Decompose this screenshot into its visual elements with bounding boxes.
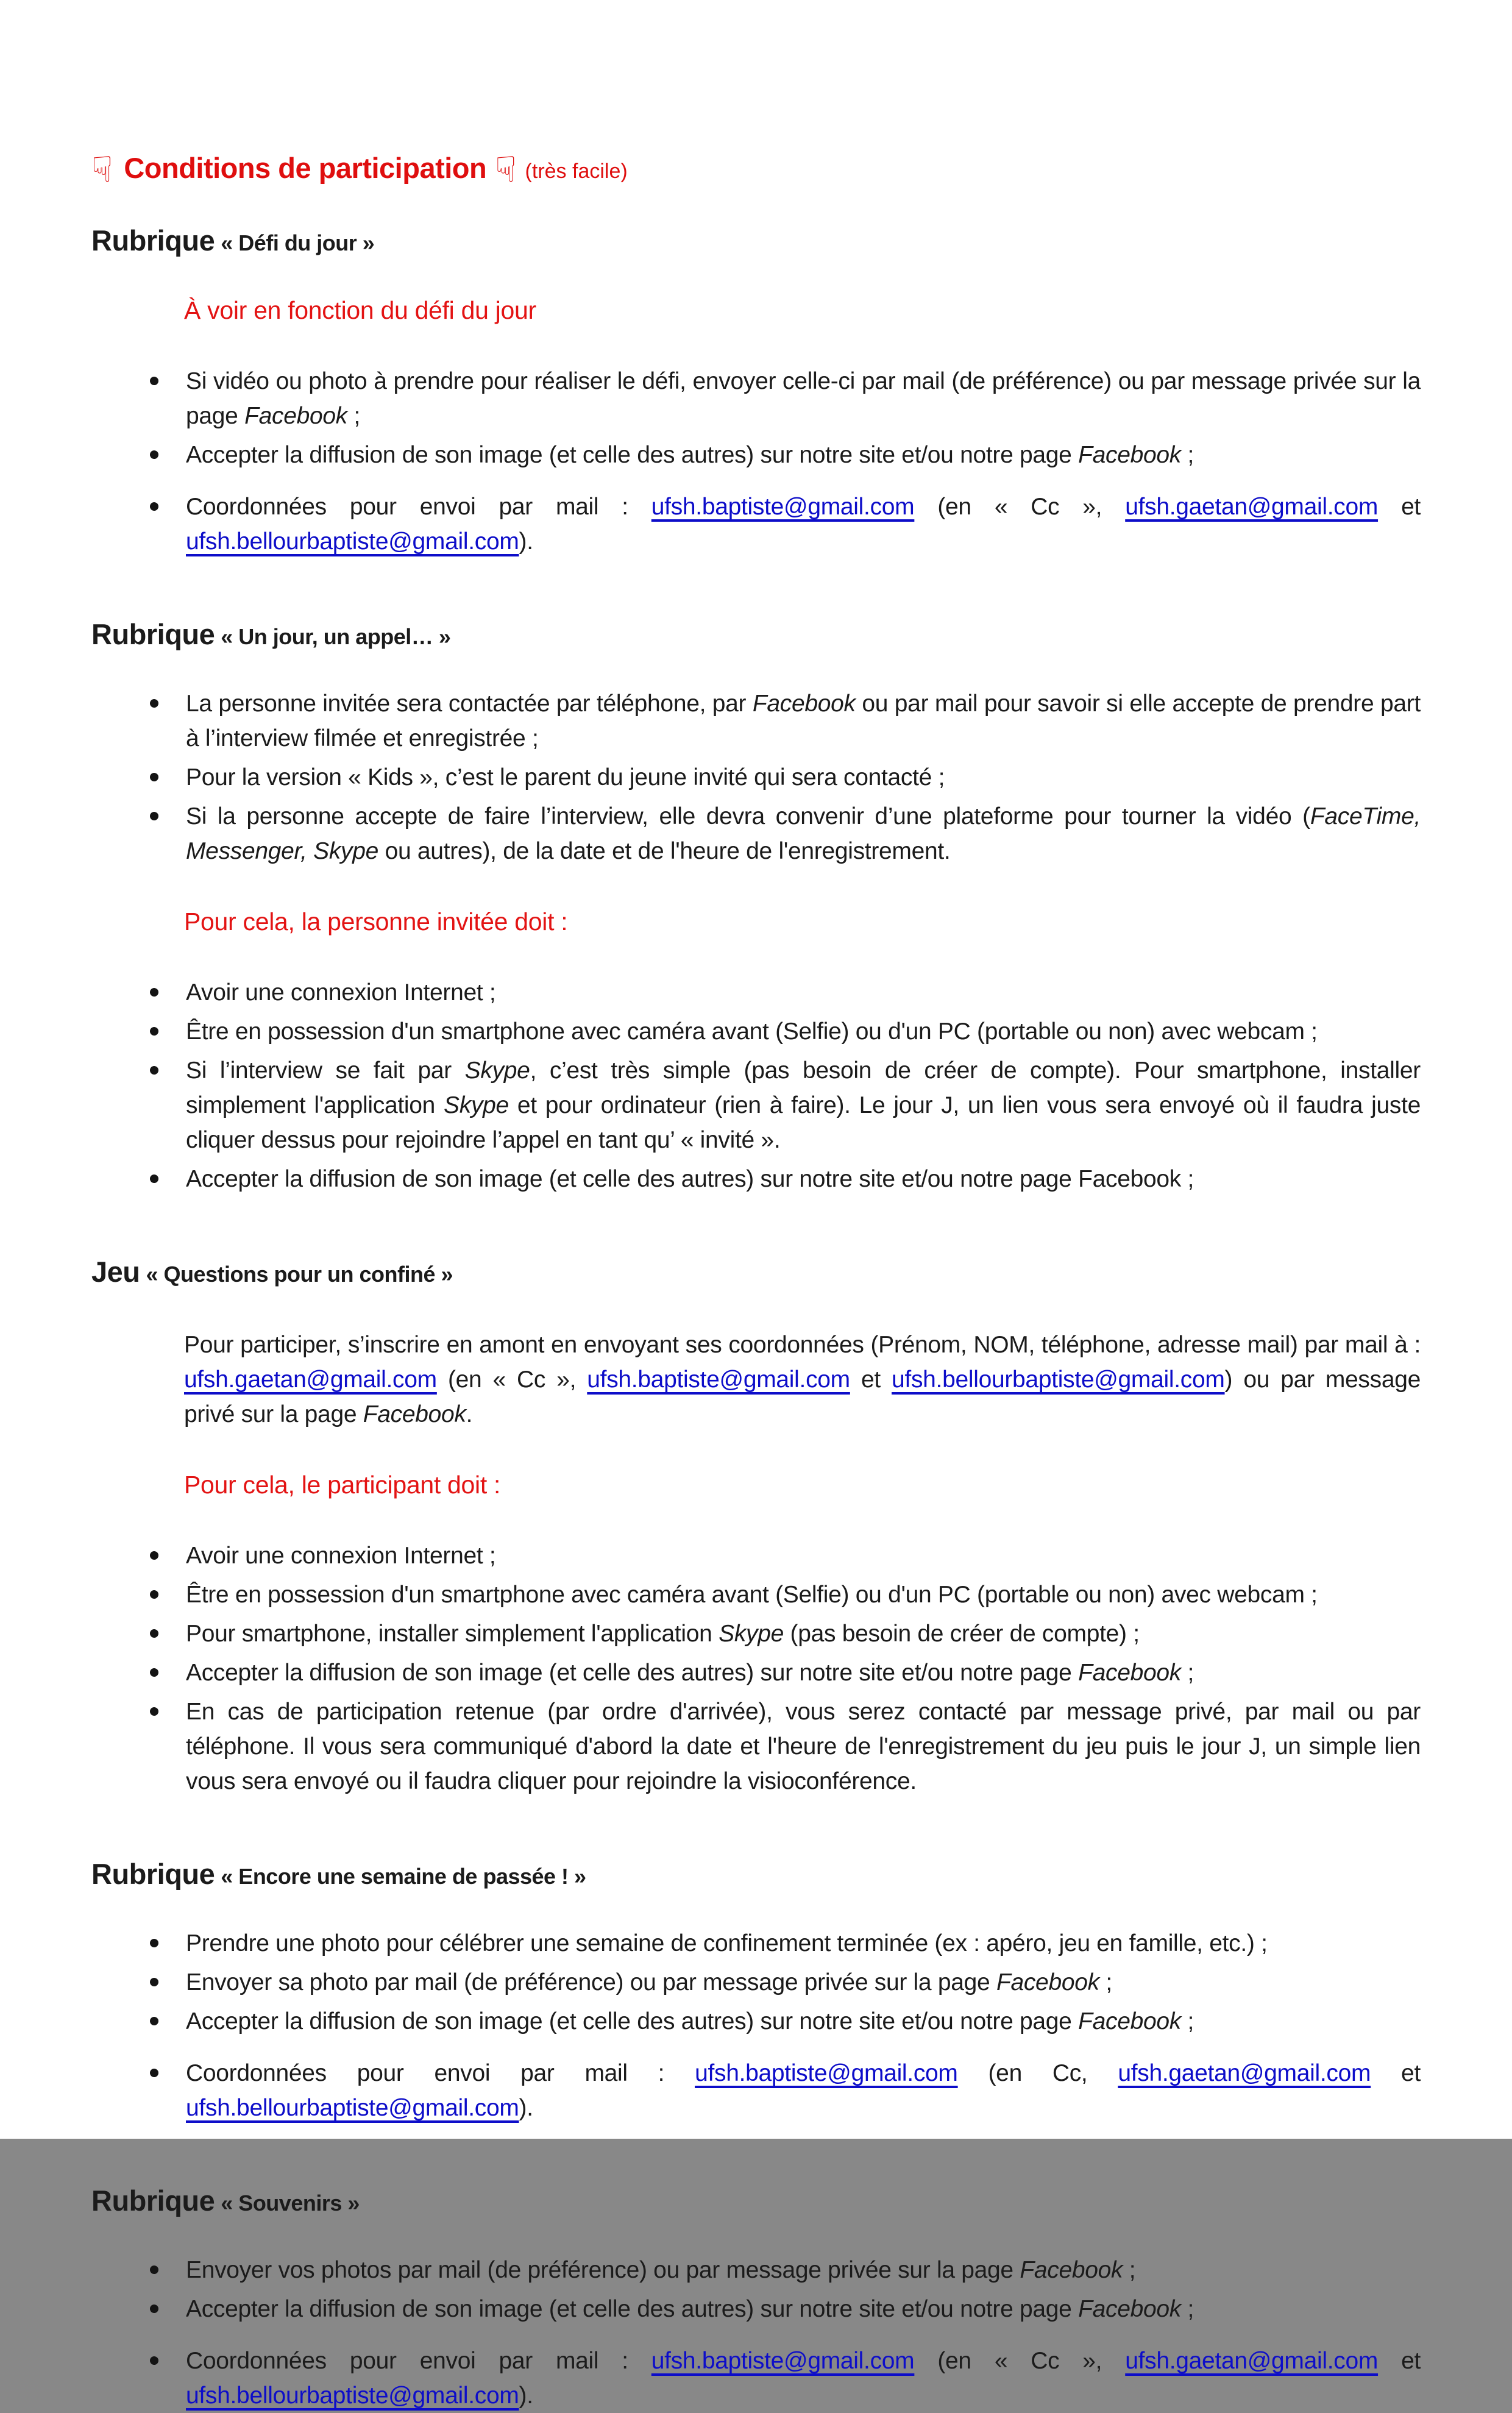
bullet-list (91, 1538, 1421, 1799)
bullet-icon (150, 2305, 158, 2313)
list-item: La personne invitée sera contactée par téléphone, par Facebook ou par mail pour savoir si elle accepte de prendre part à l’interview filmée et enregistrée ; (91, 686, 1421, 756)
bullet-icon (150, 812, 158, 820)
emphasis-text: Skype (719, 1621, 784, 1647)
emphasis-text: Skype (444, 1092, 509, 1118)
bullet-icon (150, 1590, 158, 1599)
bullet-icon (150, 1551, 158, 1560)
emphasis-text: Facebook (996, 1969, 1099, 1995)
bullet-icon (150, 699, 158, 708)
emphasis-text: Skype (464, 1057, 530, 1084)
list-item: Envoyer vos photos par mail (de préférence) ou par message privée sur la page Facebook ; (91, 2253, 1421, 2287)
heading-quote: « Souvenirs » (221, 2191, 360, 2216)
red-note: Pour cela, le participant doit : (184, 1471, 501, 1499)
bullet-icon (150, 2266, 158, 2274)
heading-label: Rubrique (91, 1858, 215, 1890)
list-item: Si la personne accepte de faire l’interview, elle devra convenir d’une plateforme pour tourner la vidéo (FaceTime, Messenger, Skype ou autres), de la date et de l'heure de l'enregistrement. (91, 799, 1421, 869)
red-note: À voir en fonction du défi du jour (184, 296, 536, 324)
page-title (91, 150, 1421, 190)
bullet-icon (150, 2069, 158, 2077)
email-link[interactable]: ufsh.gaetan@gmail.com (184, 1366, 437, 1393)
emphasis-text: Facebook (1020, 2257, 1123, 2283)
heading-quote: « Défi du jour » (221, 230, 375, 255)
list-item: Accepter la diffusion de son image (et celle des autres) sur notre site et/ou notre page Facebook ; (91, 2292, 1421, 2326)
bullet-icon (150, 1066, 158, 1075)
section-heading (91, 2184, 1421, 2217)
list-item: Être en possession d'un smartphone avec caméra avant (Selfie) ou d'un PC (portable ou non) avec webcam ; (91, 1577, 1421, 1612)
email-link[interactable]: ufsh.bellourbaptiste@gmail.com (892, 1366, 1225, 1393)
section-souvenirs (91, 2184, 1421, 2413)
intro-paragraph: Pour participer, s’inscrire en amont en envoyant ses coordonnées (Prénom, NOM, téléphone, adresse mail) par mail à : ufsh.gaetan@gmail.com (en « Cc », ufsh.baptiste@gmail.com et ufsh.bellourbaptiste@gmail.com) ou par message privé sur la page Facebook. (184, 1332, 1421, 1427)
list-item: Si l’interview se fait par Skype, c’est très simple (pas besoin de créer de compte). Pour smartphone, installer simplement l'application Skype et pour ordinateur (rien à faire). Le jour J, un lien vous sera envoyé où il faudra juste cliquer dessus pour rejoindre l’appel en tant qu’ « invité ». (91, 1053, 1421, 1157)
bullet-icon (150, 1629, 158, 1638)
email-link[interactable]: ufsh.baptiste@gmail.com (695, 2060, 958, 2086)
list-item: Avoir une connexion Internet ; (91, 1538, 1421, 1573)
list-item: Accepter la diffusion de son image (et celle des autres) sur notre site et/ou notre page Facebook ; (91, 2004, 1421, 2039)
bullet-icon (150, 1175, 158, 1183)
email-link[interactable]: ufsh.bellourbaptiste@gmail.com (186, 2095, 519, 2121)
section-heading (91, 224, 1421, 257)
emphasis-text: Facebook (1078, 442, 1181, 468)
list-item: En cas de participation retenue (par ordre d'arrivée), vous serez contacté par message privé, par mail ou par téléphone. Il vous sera communiqué d'abord la date et l'heure de l'enregistrement du jeu puis le jour J, un simple lien vous sera envoyé ou il faudra cliquer pour rejoindre la visioconférence. (91, 1694, 1421, 1799)
section-heading (91, 617, 1421, 651)
bullet-icon (150, 1668, 158, 1677)
heading-quote: « Encore une semaine de passée ! » (221, 1864, 586, 1889)
emphasis-text: FaceTime, Messenger, Skype (186, 803, 1421, 864)
emphasis-text: Facebook (1078, 2296, 1181, 2322)
email-link[interactable]: ufsh.bellourbaptiste@gmail.com (186, 2383, 519, 2409)
emphasis-text: Facebook (1078, 1660, 1181, 1686)
list-item: Pour la version « Kids », c’est le parent du jeune invité qui sera contacté ; (91, 760, 1421, 795)
heading-label: Jeu (91, 1256, 140, 1288)
section-heading (91, 1255, 1421, 1288)
emphasis-text: Facebook (244, 403, 347, 429)
pointing-hand-icon: ☟ (495, 150, 517, 190)
email-link[interactable]: ufsh.baptiste@gmail.com (651, 494, 915, 520)
list-item: Accepter la diffusion de son image (et celle des autres) sur notre site et/ou notre page Facebook ; (91, 438, 1421, 472)
heading-quote: « Questions pour un confiné » (146, 1262, 453, 1287)
page-title-text: Conditions de participation (124, 152, 487, 184)
red-note: Pour cela, la personne invitée doit : (184, 908, 568, 936)
list-item: Avoir une connexion Internet ; (91, 975, 1421, 1010)
list-item: Prendre une photo pour célébrer une semaine de confinement terminée (ex : apéro, jeu en famille, etc.) ; (91, 1926, 1421, 1961)
pointing-hand-icon: ☟ (91, 150, 113, 190)
list-item: Coordonnées pour envoi par mail : ufsh.baptiste@gmail.com (en « Cc », ufsh.gaetan@gmail.com et ufsh.bellourbaptiste@gmail.com). (91, 2344, 1421, 2413)
emphasis-text: Facebook (1078, 2008, 1181, 2035)
section-heading (91, 1857, 1421, 1891)
section-encore-une-semaine (91, 1857, 1421, 2125)
list-item: Envoyer sa photo par mail (de préférence) ou par message privée sur la page Facebook ; (91, 1965, 1421, 2000)
email-link[interactable]: ufsh.gaetan@gmail.com (1125, 2348, 1379, 2374)
bullet-icon (150, 1978, 158, 1986)
emphasis-text: Facebook (363, 1401, 466, 1427)
list-item: Coordonnées pour envoi par mail : ufsh.baptiste@gmail.com (en « Cc », ufsh.gaetan@gmail.com et ufsh.bellourbaptiste@gmail.com). (91, 489, 1421, 559)
email-link[interactable]: ufsh.baptiste@gmail.com (651, 2348, 915, 2374)
bullet-icon (150, 502, 158, 511)
bullet-icon (150, 773, 158, 781)
bullet-icon (150, 377, 158, 385)
bullet-icon (150, 1707, 158, 1716)
email-link[interactable]: ufsh.baptiste@gmail.com (587, 1366, 850, 1393)
list-item: Pour smartphone, installer simplement l'application Skype (pas besoin de créer de compte) ; (91, 1616, 1421, 1651)
bullet-icon (150, 450, 158, 459)
bullet-icon (150, 2017, 158, 2025)
email-link[interactable]: ufsh.gaetan@gmail.com (1125, 494, 1379, 520)
bullet-icon (150, 1939, 158, 1947)
page-title-difficulty: (très facile) (525, 160, 628, 183)
heading-label: Rubrique (91, 224, 215, 257)
heading-quote: « Un jour, un appel… » (221, 624, 451, 649)
heading-label: Rubrique (91, 618, 215, 650)
list-item: Coordonnées pour envoi par mail : ufsh.baptiste@gmail.com (en Cc, ufsh.gaetan@gmail.com et ufsh.bellourbaptiste@gmail.com). (91, 2056, 1421, 2125)
bullet-icon (150, 1027, 158, 1036)
list-item: Accepter la diffusion de son image (et celle des autres) sur notre site et/ou notre page Facebook ; (91, 1162, 1421, 1196)
section-questions-pour-un-confine (91, 1255, 1421, 1799)
bullet-list (91, 975, 1421, 1196)
bullet-icon (150, 988, 158, 997)
bullet-list (91, 2253, 1421, 2413)
bullet-icon (150, 2356, 158, 2365)
list-item: Si vidéo ou photo à prendre pour réaliser le défi, envoyer celle-ci par mail (de préférence) ou par message privée sur la page Facebook ; (91, 364, 1421, 433)
email-link[interactable]: ufsh.bellourbaptiste@gmail.com (186, 528, 519, 555)
bullet-list (91, 686, 1421, 869)
bullet-list (91, 364, 1421, 559)
emphasis-text: Facebook (752, 691, 856, 717)
bullet-list (91, 1926, 1421, 2125)
list-item: Accepter la diffusion de son image (et celle des autres) sur notre site et/ou notre page Facebook ; (91, 1655, 1421, 1690)
heading-label: Rubrique (91, 2184, 215, 2217)
email-link[interactable]: ufsh.gaetan@gmail.com (1118, 2060, 1371, 2086)
list-item: Être en possession d'un smartphone avec caméra avant (Selfie) ou d'un PC (portable ou non) avec webcam ; (91, 1014, 1421, 1049)
section-defi-du-jour (91, 224, 1421, 559)
section-un-jour-un-appel (91, 617, 1421, 1196)
